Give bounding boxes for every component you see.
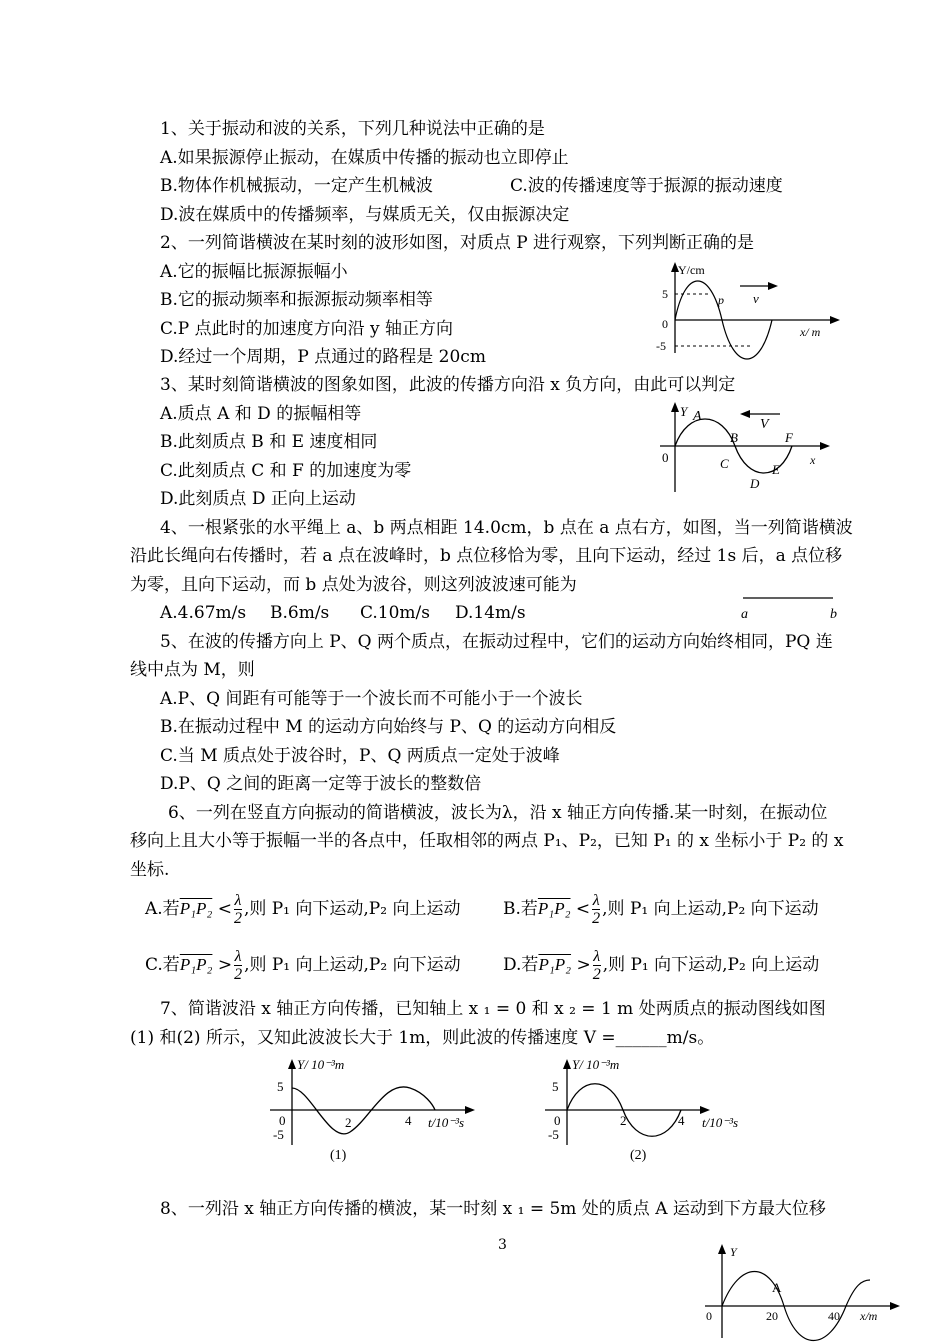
y-label: Y: [680, 404, 688, 419]
q6-c-prefix: C.若: [145, 955, 180, 975]
q7-line-1: 7、简谐波沿 x 轴正方向传播，已知轴上 x ₁ = 0 和 x ₂ = 1 m 处两质点的振动图线如图: [160, 999, 826, 1019]
t-axis-label: t/10⁻³s: [428, 1115, 465, 1130]
less-than: <: [217, 899, 232, 919]
q5-option-d: D.P、Q 之间的距离一定等于波长的整数倍: [160, 774, 482, 794]
q6-option-a: [145, 890, 460, 928]
tick-minus-5: -5: [656, 339, 666, 353]
tick-minus-5: -5: [273, 1127, 284, 1142]
origin-label: 0: [662, 450, 669, 465]
q2-option-d: D.经过一个周期，P 点通过的路程是 20cm: [160, 347, 486, 367]
q6-a-suffix: ,则 P₁ 向下运动,P₂ 向上运动: [243, 899, 461, 919]
point-e-label: E: [772, 462, 780, 477]
origin-label: 0: [279, 1113, 286, 1128]
q1-option-d: D.波在媒质中的传播频率，与媒质无关，仅由振源决定: [160, 205, 570, 225]
q2-option-b: B.它的振动频率和振源振动频率相等: [160, 290, 433, 310]
q6-line-1: 6、一列在竖直方向振动的简谐横波，波长为λ，沿 x 轴正方向传播.某一时刻，在振动位: [168, 803, 828, 823]
q1-option-a: A.如果振源停止振动，在媒质中传播的振动也立即停止: [160, 148, 569, 168]
origin-label: 0: [662, 317, 668, 331]
velocity-label: V: [760, 417, 769, 432]
q6-b-prefix: B.若: [503, 899, 538, 919]
point-p-label: p: [718, 293, 724, 307]
tick-5: 5: [552, 1079, 559, 1094]
q4-line-2: 沿此长绳向右传播时，若 a 点在波峰时，b 点位移恰为零，且向下运动，经过 1s 后，a 点位移: [130, 546, 843, 566]
q4-option-b: B.6m/s: [270, 603, 330, 623]
q5-line-1: 5、在波的传播方向上 P、Q 两个质点，在振动过程中，它们的运动方向始终相同，PQ 连: [160, 632, 833, 652]
q6-d-suffix: ,则 P₁ 向下运动,P₂ 向上运动: [602, 955, 820, 975]
segment-p1p2: P₁P₂: [179, 955, 213, 974]
q8-line-1: 8、一列沿 x 轴正方向传播的横波，某一时刻 x ₁ = 5m 处的质点 A 运动到下方最大位移: [160, 1199, 826, 1219]
tick-2: 2: [345, 1115, 352, 1130]
q6-option-c: [145, 946, 461, 984]
q4-line-3: 为零，且向下运动，而 b 点处为波谷，则这列波波速可能为: [130, 575, 577, 595]
tick-4: 4: [678, 1113, 685, 1128]
q6-b-suffix: ,则 P₁ 向上运动,P₂ 向下运动: [602, 899, 819, 919]
q5-line-2: 线中点为 M，则: [130, 660, 255, 680]
q1-stem: 1、关于振动和波的关系，下列几种说法中正确的是: [160, 119, 545, 139]
velocity-arrow-icon: [740, 410, 750, 418]
q8-wave-figure: [700, 1240, 905, 1340]
x-axis-arrow-icon: [820, 442, 830, 450]
y-axis-label: Y/ 10⁻³m: [297, 1057, 345, 1072]
less-than: <: [575, 899, 591, 919]
point-c-label: C: [720, 456, 729, 471]
tick-minus-5: -5: [548, 1127, 559, 1142]
point-d-label: D: [750, 476, 760, 491]
tick-4: 4: [405, 1113, 412, 1128]
tick-2: 2: [620, 1113, 627, 1128]
t-axis-label: t/10⁻³s: [702, 1115, 739, 1130]
point-a-label: A: [693, 409, 702, 424]
point-a-label: A: [772, 1280, 782, 1295]
q2-wave-figure: [650, 258, 850, 358]
q6-a-prefix: A.若: [145, 899, 180, 919]
y-axis-arrow-icon: [563, 1059, 571, 1069]
q6-line-3: 坐标.: [130, 860, 170, 880]
q3-stem: 3、某时刻简谐横波的图象如图，此波的传播方向沿 x 负方向，由此可以判定: [160, 375, 736, 395]
tick-20: 20: [766, 1309, 778, 1323]
q6-d-prefix: D.若: [503, 955, 539, 975]
q2-option-a: A.它的振幅比振源振幅小: [160, 262, 348, 282]
q4-option-c: C.10m/s: [360, 603, 431, 623]
origin-label: 0: [706, 1309, 712, 1323]
q5-option-a: A.P、Q 间距有可能等于一个波长而不可能小于一个波长: [160, 689, 583, 709]
q4-line-1: 4、一根紧张的水平绳上 a、b 两点相距 14.0cm，b 点在 a 点右方，如图，当一列简谐横波: [160, 518, 853, 538]
q6-c-suffix: ,则 P₁ 向上运动,P₂ 向下运动: [244, 955, 461, 975]
point-f-label: F: [785, 430, 793, 445]
tick-40: 40: [828, 1309, 840, 1323]
x-label: x: [810, 453, 816, 467]
t-axis-arrow-icon: [465, 1106, 475, 1114]
lambda-over-2: $\frac{\lambda}{2}$: [592, 947, 601, 983]
tick-5: 5: [662, 287, 668, 301]
tick-5: 5: [277, 1079, 284, 1094]
greater-than: >: [217, 955, 233, 975]
y-label: Y: [730, 1245, 737, 1259]
q3-option-d: D.此刻质点 D 正向上运动: [160, 489, 356, 509]
greater-than: >: [576, 955, 591, 975]
y-axis-arrow-icon: [718, 1244, 726, 1254]
q5-option-b: B.在振动过程中 M 的运动方向始终与 P、Q 的运动方向相反: [160, 717, 617, 737]
figure-caption: (1): [330, 1148, 347, 1163]
q6-option-d: [503, 946, 819, 984]
segment-p1p2: P₁P₂: [538, 955, 572, 974]
q1-option-c: C.波的传播速度等于振源的振动速度: [510, 176, 783, 196]
point-a-label: a: [741, 607, 748, 622]
q5-option-c: C.当 M 质点处于波谷时，P、Q 两质点一定处于波峰: [160, 746, 560, 766]
q3-wave-figure: [650, 400, 840, 495]
lambda-over-2: $\frac{\lambda}{2}$: [592, 891, 601, 927]
velocity-arrow-icon: [768, 282, 778, 290]
segment-p1p2: P₁P₂: [537, 899, 571, 918]
q7-figure-1: [265, 1055, 495, 1175]
lambda-over-2: $\frac{\lambda}{2}$: [233, 891, 242, 927]
q2-option-c: C.P 点此时的加速度方向沿 y 轴正方向: [160, 319, 454, 339]
velocity-label: v: [753, 291, 759, 306]
page-number: 3: [498, 1237, 507, 1253]
q6-option-b: [503, 890, 819, 928]
lambda-over-2: $\frac{\lambda}{2}$: [234, 947, 243, 983]
q4-option-d: D.14m/s: [455, 603, 526, 623]
point-b-label: b: [830, 607, 837, 622]
x-axis-arrow-icon: [890, 1302, 900, 1310]
x-axis-label: x/ m: [800, 325, 821, 339]
t-axis-arrow-icon: [700, 1106, 710, 1114]
q7-figure-2: [540, 1055, 770, 1175]
y-axis-label: Y/ 10⁻³m: [572, 1057, 620, 1072]
point-b-label: B: [730, 430, 738, 445]
q2-stem: 2、一列简谐横波在某时刻的波形如图，对质点 P 进行观察，下列判断正确的是: [160, 233, 755, 253]
y-axis-label: Y/cm: [678, 263, 705, 277]
q4-rope-figure: [735, 592, 845, 622]
y-axis-arrow-icon: [671, 402, 679, 412]
origin-label: 0: [554, 1113, 561, 1128]
figure-caption: (2): [630, 1148, 647, 1163]
x-axis-arrow-icon: [830, 316, 840, 324]
q7-line-2: (1) 和(2) 所示，又知此波波长大于 1m，则此波的传播速度 V =______m/s。: [130, 1028, 715, 1048]
q3-option-c: C.此刻质点 C 和 F 的加速度为零: [160, 461, 412, 481]
q4-option-a: A.4.67m/s: [160, 603, 247, 623]
q1-option-b: B.物体作机械振动，一定产生机械波: [160, 176, 433, 196]
q3-option-a: A.质点 A 和 D 的振幅相等: [160, 404, 362, 424]
y-axis-arrow-icon: [288, 1059, 296, 1069]
q3-option-b: B.此刻质点 B 和 E 速度相同: [160, 432, 378, 452]
segment-p1p2: P₁P₂: [179, 899, 213, 918]
q6-line-2: 移向上且大小等于振幅一半的各点中，任取相邻的两点 P₁、P₂，已知 P₁ 的 x 坐标小于 P₂ 的 x: [130, 831, 844, 851]
x-axis-label: x/m: [860, 1309, 878, 1323]
